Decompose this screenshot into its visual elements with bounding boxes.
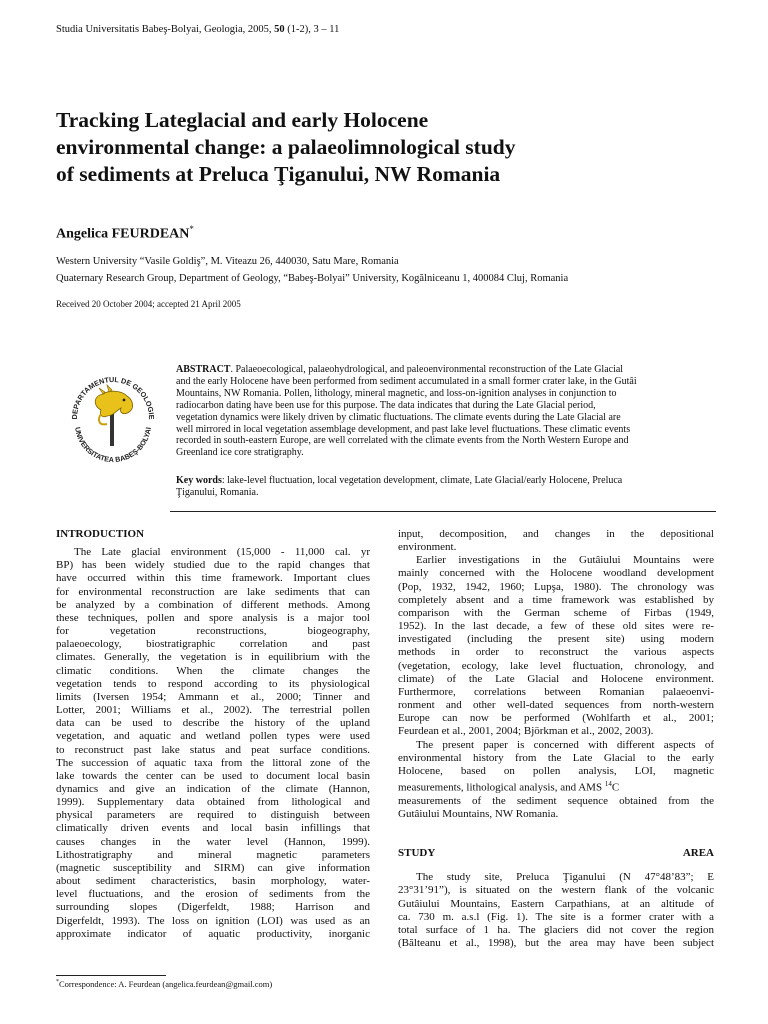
intro-line: 1999). Supplementary data obtained from lithological and <box>56 796 370 809</box>
col2-line: measurements of the sediment sequence obtained from the <box>398 794 714 807</box>
col2-line-ams <box>398 778 714 795</box>
author-mark: * <box>189 224 194 234</box>
col2-line: 1952). In the last decade, a few of these old sites were re- <box>398 620 714 633</box>
intro-line: for environmental reconstruction are lake sediments that can <box>56 585 370 598</box>
journal-citation <box>56 24 339 35</box>
col2-line: Gutâiului Mountains, Eastern Carpathians, at an altitude of <box>398 897 714 910</box>
intro-line: climatically driven events and local basin infillings that <box>56 822 370 835</box>
intro-line: The succession of aquatic taxa from the littoral zone of the <box>56 756 370 769</box>
isotope-superscript: 14 <box>604 779 612 788</box>
intro-line: climates. Generally, the vegetation is in equilibrium with the <box>56 651 370 664</box>
col2-line: environmental history from the Late Glacial to the early <box>398 751 714 764</box>
col2-line: Gutâiului Mountains, NW Romania. <box>398 807 559 820</box>
abstract-line: recorded in south-eastern Europe, are well correlated with the climate events from the North Western Europe and <box>176 435 629 447</box>
keywords-line: Ţiganului, Romania. <box>176 486 259 498</box>
col2-line: completely absent and a time framework was established by <box>398 593 714 606</box>
intro-line: palaeoecology, biostratigraphic correlation and past <box>56 638 370 651</box>
col2-line: ronment and other well-dated sequences from north-western <box>398 699 714 712</box>
footnote-rule <box>56 975 166 976</box>
keywords-line: : lake-level fluctuation, local vegetation development, climate, Late Glacial/early Holocene, Preluca <box>221 475 623 486</box>
col2-line: Holocene, based on pollen analysis, LOI, magnetic <box>398 764 714 777</box>
intro-line: level fluctuations, and the erosion of sediments from the <box>56 888 370 901</box>
footnote <box>56 979 272 989</box>
title-line: environmental change: a palaeolimnological study <box>56 135 516 159</box>
logo-bottom-text: UNIVERSITATEA BABEŞ-BOLYAI <box>73 426 153 465</box>
col2-line: Feurdean et al., 2001, 2004; Björkman et al., 2002, 2003). <box>398 725 654 738</box>
intro-paragraph <box>56 546 370 559</box>
abstract-line: vegetation dynamics were likely driven by climatic fluctuations. The climate events during the Late Glacial are <box>176 411 621 423</box>
col2-line: (Pop, 1932, 1942, 1960; Lupşa, 1980). The chronology was <box>398 580 714 593</box>
abstract-line: well mirrored in local vegetation assemblage development, and past lake level fluctuations. These climatic events <box>176 423 631 435</box>
intro-line: these techniques, pollen and spore analysis is a major tool <box>56 611 370 624</box>
section-heading-introduction: INTRODUCTION <box>56 528 145 540</box>
intro-line: about sediment characteristics, basin morphology, water- <box>56 875 370 888</box>
footnote-text: Correspondence: A. Feurdean (angelica.feurdean@gmail.com) <box>59 979 273 989</box>
col2-line: The study site, Preluca Ţiganului (N 47°48’83”; E <box>416 871 714 884</box>
col2-line: The present paper is concerned with different aspects of <box>416 738 714 751</box>
abstract-label: ABSTRACT <box>176 364 231 375</box>
intro-line: (magnetic susceptibility and SIRM) can give information <box>56 861 370 874</box>
journal-volume: 50 <box>274 24 285 35</box>
intro-line: climatic conditions. When the climate changes the <box>56 664 370 677</box>
col2-line: ca. 730 m. a.s.l (Fig. 1). The site is a former crater with a <box>398 910 714 923</box>
intro-line: approximate indicator of aquatic productivity, inorganic <box>56 927 370 940</box>
abstract-line: and the early Holocene have been performed from sediment accumulated in a small former crater lake, in the Gutâi <box>176 375 637 387</box>
col2-line: total surface of 1 ha. The glaciers did not cover the region <box>398 923 714 936</box>
affiliation: Quaternary Research Group, Department of Geology, “Babeş-Bolyai” University, Kogălniceanu 1, 400084 Cluj, Romania <box>56 273 569 284</box>
abstract-line: radiocarbon dating have been use for this purpose. The data indicates that during the Late Glacial period, <box>176 399 596 411</box>
intro-line: to reconstruct past lake status and peat surface conditions. <box>56 743 370 756</box>
title-line: of sediments at Preluca Ţiganului, NW Romania <box>56 162 501 186</box>
abstract-divider <box>170 511 716 512</box>
col2-line: Furthermore, correlations between Romanian palaeoenvi- <box>398 685 714 698</box>
section-heading-study-area: STUDY AREA <box>398 847 714 860</box>
col2-line: comparison with the German scheme of Firbas (1949, <box>398 606 714 619</box>
column-left <box>56 528 370 941</box>
col2-line: Earlier investigations in the Gutâiului Mountains were <box>416 554 714 567</box>
intro-line: dynamics and give an indication of the climate (Hannon, <box>56 782 370 795</box>
title-line: Tracking Lateglacial and early Holocene <box>56 108 429 132</box>
affiliation: Western University “Vasile Goldiş”, M. Viteazu 26, 440030, Satu Mare, Romania <box>56 256 399 267</box>
col2-line: 23°31’91”), is situated on the western flank of the volcanic <box>398 884 714 897</box>
intro-line: be analyzed by a combination of different methods. Among <box>56 598 370 611</box>
intro-line: causes changes in the water level (Hannon, 1999). <box>56 835 370 848</box>
intro-line: limits (Iversen 1954; Ammann et al., 2000; Tinner and <box>56 690 370 703</box>
intro-line: have occurred within this time framework. Important clues <box>56 572 370 585</box>
intro-line: The Late glacial environment (15,000 - 11,000 cal. yr <box>74 546 370 559</box>
col2-line: input, decomposition, and changes in the depositional <box>398 528 714 540</box>
author <box>56 224 194 243</box>
intro-line: vegetation tends to respond according to its physiological <box>56 677 370 690</box>
col2-line: mainly concerned with the Holocene woodland development <box>398 567 714 580</box>
seal-icon <box>63 366 163 466</box>
col2-line: investigated (including the present site) using modern <box>398 633 714 646</box>
abstract-line: Mountains, NW Romania. Pollen, lithology, mineral magnetic, and loss-on-ignition analyses in conjunction to <box>176 387 617 399</box>
received-dates: Received 20 October 2004; accepted 21 April 2005 <box>56 299 241 309</box>
col2-line: (Bălteanu et al., 1998), but the area may have been subject <box>398 937 714 950</box>
col2-text: measurements, lithological analysis, and AMS <box>398 781 605 794</box>
keywords-label: Key words <box>176 475 222 486</box>
journal-suffix: (1-2), 3 – 11 <box>284 24 340 35</box>
intro-line: BP) has been widely studied due to the rapid changes that <box>56 559 370 572</box>
journal-prefix: Studia Universitatis Babeş-Bolyai, Geologia, 2005, <box>56 24 275 35</box>
intro-line: physical parameters are required to distinguish between <box>56 809 370 822</box>
keywords <box>176 475 714 499</box>
logo-top-text: DEPARTAMENTUL DE GEOLOGIE <box>69 374 157 420</box>
intro-line: for vegetation reconstructions, biogeography, <box>56 625 370 638</box>
department-logo <box>63 366 163 466</box>
intro-line: vegetation, and aquatic and wetland pollen types were used <box>56 730 370 743</box>
abstract-line: . Palaeoecological, palaeohydrological, and paleoenvironmental reconstruction of the Late Glacial <box>230 364 624 375</box>
intro-line: surrounding slopes (Digerfeldt, 1988; Harrison and <box>56 901 370 914</box>
col2-line: methods in order to reconstruct the various aspects <box>398 646 714 659</box>
col2-text: C <box>611 781 620 794</box>
footnote-mark: * <box>56 979 59 986</box>
paper-title <box>56 107 736 188</box>
col2-line: climate) of the Late Glacial and Holocene environment. <box>398 672 714 685</box>
column-right <box>398 528 714 950</box>
abstract <box>176 364 714 459</box>
col2-line: (vegetation, ecology, lake level fluctuation, chronology, and <box>398 659 714 672</box>
intro-line: Lotter, 2001; Williams et al., 2002). The terrestrial pollen <box>56 704 370 717</box>
abstract-line: Greenland ice core stratigraphy. <box>176 447 304 459</box>
col2-line: Europe can now be performed (Wohlfarth et al., 2001; <box>398 712 714 725</box>
author-name: Angelica FEURDEAN <box>56 226 190 242</box>
intro-line: data can be used to describe the history of the upland <box>56 717 370 730</box>
intro-line: Digerfeldt, 1993). The loss on ignition (LOI) was used as an <box>56 914 370 927</box>
intro-line: lake towards the center can be used to document local basin <box>56 769 370 782</box>
intro-line: Lithostratigraphy and mineral magnetic parameters <box>56 848 370 861</box>
col2-line: environment. <box>398 541 457 554</box>
